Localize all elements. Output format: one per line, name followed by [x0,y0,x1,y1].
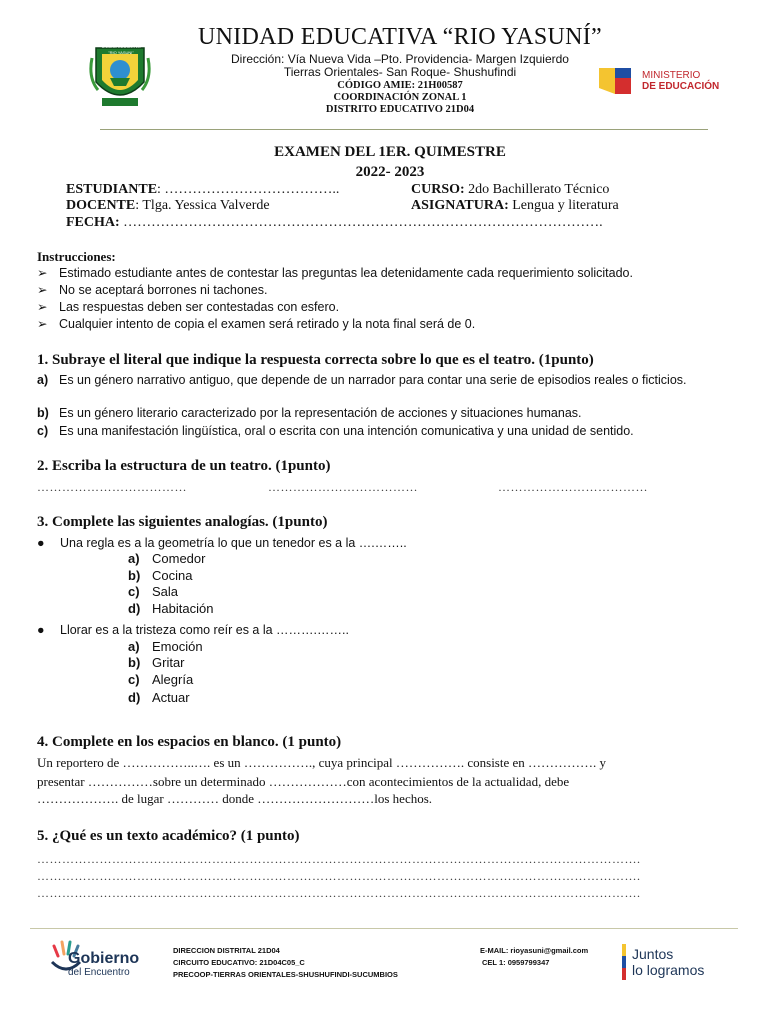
instruction-item: ➢ Estimado estudiante antes de contestar las preguntas lea detenidamente cada requerimiento solicitado. [37,266,633,280]
ministry-line-2: DE EDUCACIÓN [642,81,720,92]
q1-option-a[interactable]: a) Es un género narrativo antiguo, que depende de un narrador para contar una serie de episodios reales o ficticios. [37,373,687,387]
instructions-title: Instrucciones: [37,249,116,264]
q5-answer-line-3[interactable]: ………………………………………………………………………………………………………………………………. [37,886,641,900]
gov-line-1: Gobierno [68,950,140,967]
instruction-item: ➢ Cualquier intento de copia el examen será retirado y la nota final será de 0. [37,317,476,331]
q3-1-option-b[interactable]: b) Cocina [128,568,193,583]
course-value: 2do Bachillerato Técnico [464,182,610,197]
footer-divider [30,928,738,929]
q3-item-1: ● Una regla es a la geometría lo que un tenedor es a la ….…….. [37,536,407,550]
footer-circuit: CIRCUITO EDUCATIVO: 21D04C05_C [173,958,305,967]
q4-line-2[interactable]: presentar ……………sobre un determinado ………………con acontecimientos de la actualidad, debe [37,774,570,789]
date-field [66,215,603,231]
course-field [411,182,609,198]
arrow-bullet-icon: ➢ [37,300,48,314]
question-1-title: 1. Subraye el literal que indique la respuesta correcta sobre lo que es el teatro. (1punto) [37,352,594,368]
q5-answer-line-1[interactable]: ………………………………………………………………………………………………………………………………. [37,852,641,866]
amie-code: CÓDIGO AMIE: 21H00587 [337,80,463,91]
exam-year: 2022- 2023 [355,164,425,180]
subject-label: ASIGNATURA: [411,198,509,213]
flag-stripe-icon [622,944,626,980]
q5-answer-line-2[interactable]: ………………………………………………………………………………………………………………………………. [37,869,641,883]
question-2-title: 2. Escriba la estructura de un teatro. (1punto) [37,458,331,474]
slogan-line-1: Juntos [632,946,674,962]
student-field [66,182,339,198]
q1-option-c[interactable]: c) Es una manifestación lingüística, oral o escrita con una intención comunicativa y una unidad de sentido. [37,424,634,438]
q3-1-option-c[interactable]: c) Sala [128,584,179,599]
arrow-bullet-icon: ➢ [37,283,48,297]
q4-line-3[interactable]: ………………. de lugar ………… donde ………………………los hechos. [37,791,433,806]
q3-2-option-a[interactable]: a) Emoción [128,639,203,654]
gov-line-2: del Encuentro [68,967,130,978]
student-value: : ……………………………….. [157,182,340,197]
zone-label: COORDINACIÓN ZONAL 1 [333,92,467,103]
q3-1-option-a[interactable]: a) Comedor [128,551,206,566]
question-3-title: 3. Complete las siguientes analogías. (1punto) [37,514,328,530]
exam-title: EXAMEN DEL 1ER. QUIMESTRE [274,144,506,160]
q4-line-1[interactable]: Un reportero de ……………..…. es un ……………., cuya principal ……………. consiste en ……………. y [37,755,607,770]
footer-district: DIRECCION DISTRITAL 21D04 [173,946,280,955]
q3-2-option-b[interactable]: b) Gritar [128,655,185,670]
course-label: CURSO: [411,182,465,197]
student-label: ESTUDIANTE [66,182,158,197]
footer-precoop: PRECOOP-TIERRAS ORIENTALES-SHUSHUFINDI-SUCUMBIOS [173,970,398,979]
address-line-2: Tierras Orientales- San Roque- Shushufindi [283,65,517,79]
arrow-bullet-icon: ➢ [37,317,48,331]
ministry-line-1: MINISTERIO [642,70,701,81]
ministry-logo [597,64,637,103]
date-value: …………………………………………………………………………………………. [119,215,603,230]
bullet-dot-icon: ● [37,536,45,550]
footer-email: E-MAIL: rioyasuni@gmail.com [480,946,589,955]
header-divider [100,129,708,130]
q1-option-b[interactable]: b) Es un género literario caracterizado por la representación de acciones y situaciones humanas. [37,406,582,420]
subject-field [411,198,619,214]
teacher-label: DOCENTE [66,198,136,213]
q3-item-2: ● Llorar es a la tristeza como reír es a la ……….…….. [37,623,349,637]
logo-top-text: UNIDAD EDUCATIVA [101,44,141,49]
q2-blank-2[interactable]: ……………………………… [268,480,418,494]
question-5-title: 5. ¿Qué es un texto académico? (1 punto) [37,828,300,844]
q3-1-option-d[interactable]: d) Habitación [128,601,214,616]
subject-value: Lengua y literatura [508,198,619,213]
instruction-item: ➢ Las respuestas deben ser contestadas con esfero. [37,300,340,314]
question-4-title: 4. Complete en los espacios en blanco. (1 punto) [37,734,342,750]
district-label: DISTRITO EDUCATIVO 21D04 [325,104,475,115]
instruction-item: ➢ No se aceptará borrones ni tachones. [37,283,268,297]
bullet-dot-icon: ● [37,623,45,637]
teacher-value: : Tlga. Yessica Valverde [135,198,270,213]
q3-2-option-c[interactable]: c) Alegría [128,672,194,687]
slogan-line-2: lo logramos [632,962,705,978]
q2-blank-3[interactable]: ……………………………… [498,480,648,494]
school-name: UNIDAD EDUCATIVA “RIO YASUNÍ” [197,24,602,50]
address-line-1: Dirección: Vía Nueva Vida –Pto. Providencia- Margen Izquierdo [231,52,569,66]
logo-sub-text: "RIO YASUNI" [108,50,134,55]
q3-2-option-d[interactable]: d) Actuar [128,690,190,705]
date-label: FECHA: [66,215,120,230]
q2-blank-1[interactable]: ……………………………… [37,480,187,494]
arrow-bullet-icon: ➢ [37,266,48,280]
footer-phone: CEL 1: 0959799347 [482,958,550,967]
teacher-field [66,198,270,214]
